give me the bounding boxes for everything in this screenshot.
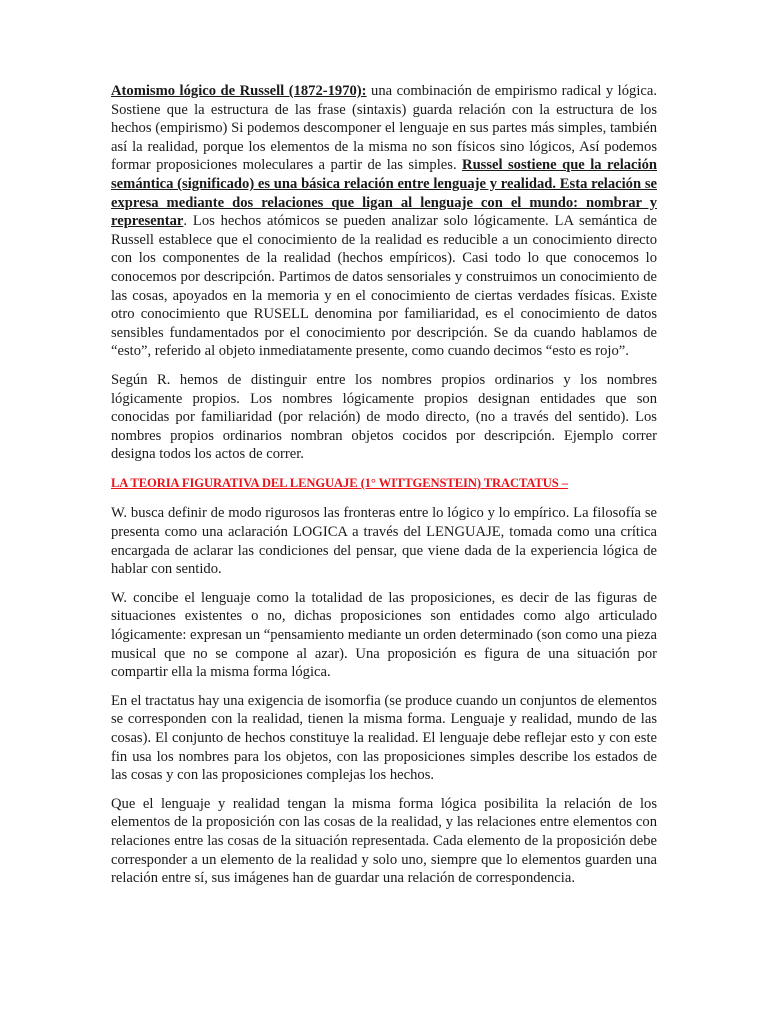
paragraph-text: una combinación de empirismo radical y lógica. Sostiene que la estructura de las frase (sintaxis) guarda relación con la estructura de los hechos (empirismo) Si podemos descomponer el lenguaje en sus partes más simples, también así la realidad, porque los elementos de la misma no son físicos sino lógicos, Así podemos formar proposiciones moleculares a partir de las simples. [111, 83, 657, 174]
section-heading-wittgenstein: LA TEORIA FIGURATIVA DEL LENGUAJE (1° WITTGENSTEIN) TRACTATUS – [111, 475, 568, 490]
emphasized-text: Russel sostiene que la relación semántica (significado) es una básica relación entre lenguaje y realidad. Esta relación se expresa mediante dos relaciones que ligan al lenguaje con el mundo: nombrar y representar [111, 157, 657, 230]
paragraph-russell-atomism [111, 82, 657, 361]
paragraph-proper-names: Según R. hemos de distinguir entre los nombres propios ordinarios y los nombres lógicamente propios. Los nombres lógicamente propios designan entidades que son conocidas por familiaridad (por relación) de modo directo, (no a través del sentido). Los nombres propios ordinarios nombran objetos cocidos por descripción. Ejemplo correr designa todos los actos de correr. [111, 371, 657, 463]
paragraph-text: . Los hechos atómicos se pueden analizar solo lógicamente. LA semántica de Russell establece que el conocimiento de la realidad es reducible a un conocimiento directo con los componentes de la realidad (hechos empíricos). Casi todo lo que conocemos lo conocemos por descripción. Partimos de datos sensoriales y construimos un conocimiento de las cosas, apoyados en la memoria y en el conocimiento de ciertas verdades físicas. Existe otro conocimiento que RUSELL denomina por familiaridad, es el conocimiento de datos sensibles fundamentados por el conocimiento por descripción. Se da cuando hablamos de “esto”, referido al objeto inmediatamente presente, como cuando decimos “esto es rojo”. [111, 213, 657, 360]
paragraph-isomorphism: En el tractatus hay una exigencia de isomorfia (se produce cuando un conjuntos de elementos se corresponden con la realidad, tienen la misma forma. Lenguaje y realidad, mundo de las cosas). El conjunto de hechos constituye la realidad. El lenguaje debe reflejar esto y con este fin usa los nombres para los objetos, con las proposiciones simples describe los estados de las cosas y con las proposiciones complejas los hechos. [111, 692, 657, 784]
paragraph-logical-form: Que el lenguaje y realidad tengan la misma forma lógica posibilita la relación de los elementos de la proposición con las cosas de la realidad, y las relaciones entre elementos con relaciones entre las cosas de la situación representada. Cada elemento de la proposición debe corresponder a un elemento de la realidad y solo uno, siempre que lo elementos guarden una relación entre sí, sus imágenes han de guardar una relación de correspondencia. [111, 795, 657, 887]
document-page [111, 82, 657, 898]
paragraph-wittgenstein-limits: W. busca definir de modo rigurosos las fronteras entre lo lógico y lo empírico. La filosofía se presenta como una aclaración LOGICA a través del LENGUAJE, tomada como una crítica encargada de aclarar las condiciones del pensar, que viene dada de la experiencia lógica de hablar con sentido. [111, 505, 657, 578]
section-heading-russell: Atomismo lógico de Russell (1872-1970): [111, 83, 367, 99]
paragraph-language-totality: W. concibe el lenguaje como la totalidad de las proposiciones, es decir de las figuras de situaciones existentes o no, dichas proposiciones son entidades como algo articulado lógicamente: expresan un “pensamiento mediante un orden determinado (son como una pieza musical que no se compone al azar). Una proposición es figura de una situación por compartir ella la misma forma lógica. [111, 589, 657, 681]
